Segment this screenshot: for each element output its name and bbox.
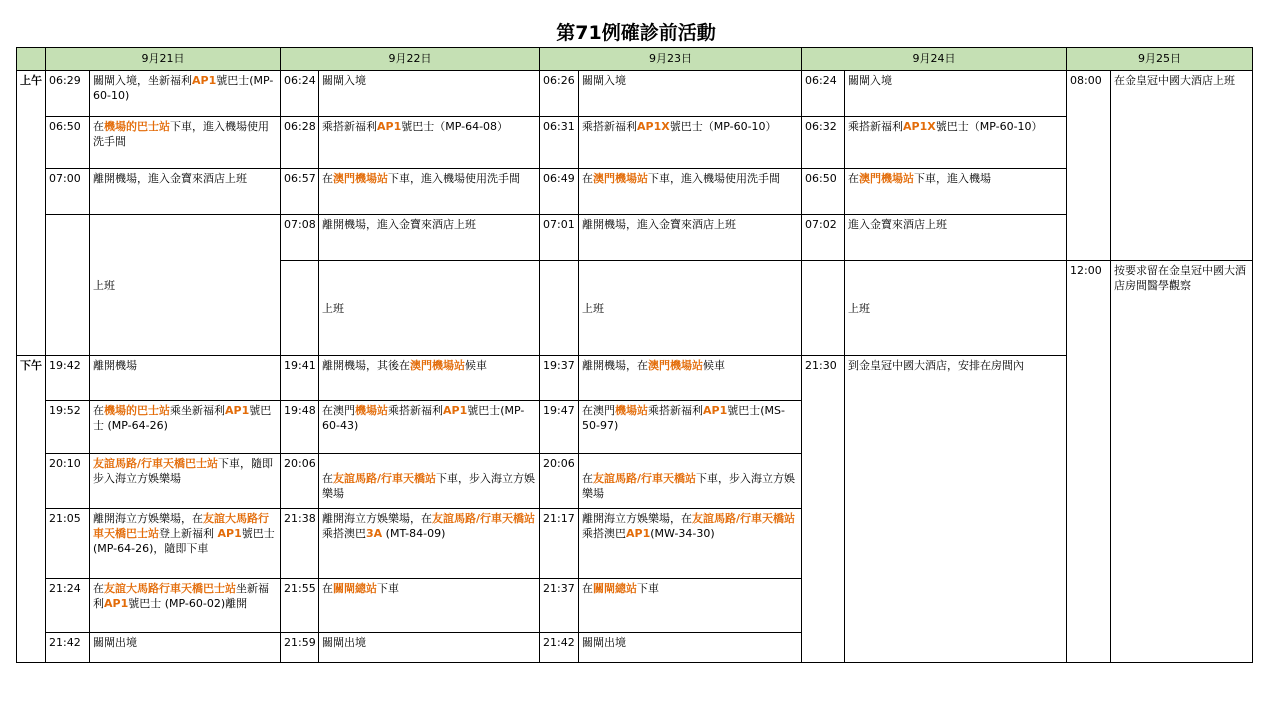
date-header-9-25: 9月25日 <box>1066 47 1253 71</box>
period-pm: 下午 <box>16 355 46 663</box>
d21-event-11: 關閘出境 <box>89 632 281 663</box>
d22-time-6: 19:41 <box>280 355 319 401</box>
d22-event-6: 離開機場，其後在澳門機場站候車 <box>318 355 540 401</box>
d21-time-9: 21:05 <box>45 508 90 579</box>
d23-time-2: 06:31 <box>539 116 579 169</box>
d23-event-1: 關閘入境 <box>578 70 802 117</box>
d22-event-3: 在澳門機場站下車，進入機場使用洗手間 <box>318 168 540 215</box>
d22-time-1: 06:24 <box>280 70 319 117</box>
d23-event-4: 離開機場，進入金寶來酒店上班 <box>578 214 802 261</box>
d22-time-7: 19:48 <box>280 400 319 454</box>
date-header-9-24: 9月24日 <box>801 47 1067 71</box>
d22-event-1: 關閘入境 <box>318 70 540 117</box>
d22-time-8: 20:06 <box>280 453 319 509</box>
header-blank <box>16 47 46 71</box>
d21-event-10: 在友誼大馬路行車天橋巴士站坐新福利AP1號巴士 (MP-60-02)離開 <box>89 578 281 633</box>
d21-event-1: 關閘入境，坐新福利AP1號巴士(MP-60-10) <box>89 70 281 117</box>
d23-time-3: 06:49 <box>539 168 579 215</box>
d22-event-10: 在關閘總站下車 <box>318 578 540 633</box>
d25-event-2: 按要求留在金皇冠中國大酒店房間醫學觀察 <box>1110 260 1253 663</box>
d22-time-10: 21:55 <box>280 578 319 633</box>
d23-time-work <box>539 260 579 356</box>
d23-event-11: 關閘出境 <box>578 632 802 663</box>
d24-event-1: 關閘入境 <box>844 70 1067 117</box>
d24-event-2: 乘搭新福利AP1X號巴士（MP-60-10） <box>844 116 1067 169</box>
d21-time-10: 21:24 <box>45 578 90 633</box>
period-am: 上午 <box>16 70 46 356</box>
d23-event-3: 在澳門機場站下車，進入機場使用洗手間 <box>578 168 802 215</box>
d21-time-2: 06:50 <box>45 116 90 169</box>
d24-time-6: 21:30 <box>801 355 845 663</box>
d23-time-8: 20:06 <box>539 453 579 509</box>
d23-time-6: 19:37 <box>539 355 579 401</box>
d21-event-9: 離開海立方娛樂場，在友誼大馬路行車天橋巴士站登上新福利 AP1號巴士 (MP-64-26)，隨即下車 <box>89 508 281 579</box>
d21-event-6: 離開機場 <box>89 355 281 401</box>
d22-time-9: 21:38 <box>280 508 319 579</box>
d22-time-work <box>280 260 319 356</box>
d24-time-1: 06:24 <box>801 70 845 117</box>
d22-time-4: 07:08 <box>280 214 319 261</box>
d21-time-1: 06:29 <box>45 70 90 117</box>
d22-event-4: 離開機場，進入金寶來酒店上班 <box>318 214 540 261</box>
d23-event-7: 在澳門機場站乘搭新福利AP1號巴士(MS-50-97) <box>578 400 802 454</box>
d24-event-3: 在澳門機場站下車，進入機場 <box>844 168 1067 215</box>
d22-event-11: 關閘出境 <box>318 632 540 663</box>
d21-event-work: 上班 <box>89 214 281 356</box>
d23-event-6: 離開機場，在澳門機場站候車 <box>578 355 802 401</box>
d21-event-2: 在機場的巴士站下車，進入機場使用洗手間 <box>89 116 281 169</box>
d24-event-6: 到金皇冠中國大酒店，安排在房間內 <box>844 355 1067 663</box>
d23-time-11: 21:42 <box>539 632 579 663</box>
d24-event-work: 上班 <box>844 260 1067 356</box>
d23-time-4: 07:01 <box>539 214 579 261</box>
d23-event-work: 上班 <box>578 260 802 356</box>
page-title: 第71例確診前活動 <box>556 22 716 44</box>
d24-time-4: 07:02 <box>801 214 845 261</box>
d23-time-1: 06:26 <box>539 70 579 117</box>
d21-event-7: 在機場的巴士站乘坐新福利AP1號巴士 (MP-64-26) <box>89 400 281 454</box>
d23-event-9: 離開海立方娛樂場，在友誼馬路/行車天橋站乘搭澳巴AP1(MW-34-30) <box>578 508 802 579</box>
d21-time-8: 20:10 <box>45 453 90 509</box>
d25-time-2: 12:00 <box>1066 260 1111 663</box>
d21-event-3: 離開機場，進入金寶來酒店上班 <box>89 168 281 215</box>
d22-event-9: 離開海立方娛樂場，在友誼馬路/行車天橋站乘搭澳巴3A (MT-84-09) <box>318 508 540 579</box>
d21-time-6: 19:42 <box>45 355 90 401</box>
d22-time-11: 21:59 <box>280 632 319 663</box>
d22-time-2: 06:28 <box>280 116 319 169</box>
d22-event-7: 在澳門機場站乘搭新福利AP1號巴士(MP-60-43) <box>318 400 540 454</box>
d22-time-3: 06:57 <box>280 168 319 215</box>
date-header-9-23: 9月23日 <box>539 47 802 71</box>
d25-event-1: 在金皇冠中國大酒店上班 <box>1110 70 1253 261</box>
d24-time-work <box>801 260 845 356</box>
d23-event-2: 乘搭新福利AP1X號巴士（MP-60-10） <box>578 116 802 169</box>
d23-time-9: 21:17 <box>539 508 579 579</box>
d21-time-3: 07:00 <box>45 168 90 215</box>
d23-time-7: 19:47 <box>539 400 579 454</box>
date-header-9-21: 9月21日 <box>45 47 281 71</box>
d21-time-work <box>45 214 90 356</box>
d22-event-work: 上班 <box>318 260 540 356</box>
d21-event-8: 友誼馬路/行車天橋巴士站下車，隨即步入海立方娛樂場 <box>89 453 281 509</box>
d24-time-3: 06:50 <box>801 168 845 215</box>
d22-event-2: 乘搭新福利AP1號巴士（MP-64-08） <box>318 116 540 169</box>
d21-time-11: 21:42 <box>45 632 90 663</box>
d23-event-10: 在關閘總站下車 <box>578 578 802 633</box>
d23-time-10: 21:37 <box>539 578 579 633</box>
d21-time-7: 19:52 <box>45 400 90 454</box>
d22-event-8: 在友誼馬路/行車天橋站下車，步入海立方娛樂場 <box>318 453 540 509</box>
d24-event-4: 進入金寶來酒店上班 <box>844 214 1067 261</box>
d24-time-2: 06:32 <box>801 116 845 169</box>
d23-event-8: 在友誼馬路/行車天橋站下車，步入海立方娛樂場 <box>578 453 802 509</box>
d25-time-1: 08:00 <box>1066 70 1111 261</box>
date-header-9-22: 9月22日 <box>280 47 540 71</box>
